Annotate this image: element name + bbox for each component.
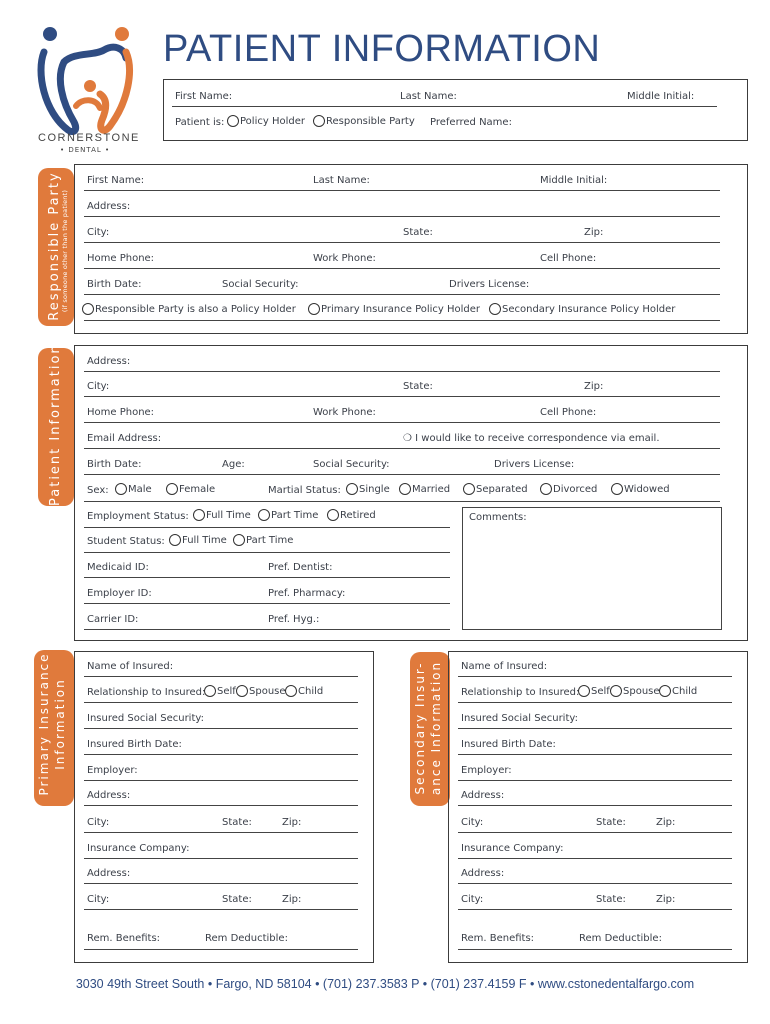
- pi-phone-line[interactable]: [84, 422, 720, 423]
- policy-holder-option[interactable]: Policy Holder: [227, 115, 305, 127]
- pi-medicaid-label: Medicaid ID:: [87, 562, 149, 573]
- radio-circle-icon[interactable]: [193, 509, 205, 521]
- secondary-name-insured-label: Name of Insured:: [461, 661, 548, 672]
- primary-relationship-self-option[interactable]: Self: [204, 685, 236, 697]
- primary-insured-ss-label: Insured Social Security:: [87, 713, 204, 724]
- primary-address2-label: Address:: [87, 868, 131, 879]
- rp-options-line: [84, 320, 720, 321]
- primary-state2-label: State:: [222, 894, 252, 905]
- responsible-party-tab-note: (if someone other than the patient): [61, 189, 69, 313]
- pi-marital-label: Martial Status:: [268, 485, 341, 496]
- primary-city2-label: City:: [87, 894, 110, 905]
- radio-circle-icon[interactable]: [489, 303, 501, 315]
- emp-part-time-option[interactable]: Part Time: [258, 509, 318, 521]
- pi-zip-label: Zip:: [584, 381, 604, 392]
- pi-pref-hyg-label: Pref. Hyg.:: [268, 614, 320, 625]
- secondary-relationship-self-option[interactable]: Self: [578, 685, 610, 697]
- secondary-city2-label: City:: [461, 894, 484, 905]
- secondary-state2-label: State:: [596, 894, 626, 905]
- primary-name-insured-label: Name of Insured:: [87, 661, 174, 672]
- secondary-city-label: City:: [461, 817, 484, 828]
- secondary-field-line[interactable]: [458, 909, 732, 910]
- rp-city-label: City:: [87, 227, 110, 238]
- pi-cell-phone-label: Cell Phone:: [540, 407, 597, 418]
- primary-zip-label: Zip:: [282, 817, 302, 828]
- rp-first-name-label: First Name:: [87, 175, 145, 186]
- patient-info-tab-label: Patient Information: [48, 343, 63, 506]
- rp-address-label: Address:: [87, 201, 131, 212]
- primary-field-line[interactable]: [84, 949, 358, 950]
- primary-field-line[interactable]: [84, 728, 358, 729]
- secondary-insured-bd-label: Insured Birth Date:: [461, 739, 556, 750]
- radio-circle-icon[interactable]: [578, 685, 590, 697]
- pi-student-label: Student Status:: [87, 536, 165, 547]
- rp-birth-date-label: Birth Date:: [87, 279, 142, 290]
- radio-circle-icon[interactable]: [169, 534, 181, 546]
- radio-circle-icon[interactable]: [236, 685, 248, 697]
- marital-widowed-option[interactable]: Widowed: [611, 483, 670, 495]
- secondary-ins-company-label: Insurance Company:: [461, 843, 564, 854]
- pi-age-label: Age:: [222, 459, 245, 470]
- primary-relationship-spouse-option[interactable]: Spouse: [236, 685, 286, 697]
- primary-field-line[interactable]: [84, 805, 358, 806]
- rp-primary-holder-option[interactable]: Primary Insurance Policy Holder: [308, 303, 480, 315]
- secondary-field-line[interactable]: [458, 780, 732, 781]
- pi-address-line[interactable]: [84, 371, 720, 372]
- pi-birth-line[interactable]: [84, 474, 720, 475]
- pi-employment-line: [84, 527, 450, 528]
- rp-last-name-label: Last Name:: [313, 175, 370, 186]
- pi-employer-id-line[interactable]: [84, 603, 450, 604]
- pi-work-phone-label: Work Phone:: [313, 407, 376, 418]
- secondary-field-line[interactable]: [458, 728, 732, 729]
- secondary-zip2-label: Zip:: [656, 894, 676, 905]
- pi-pref-pharmacy-label: Pref. Pharmacy:: [268, 588, 346, 599]
- preferred-name-label: Preferred Name:: [430, 117, 512, 128]
- primary-employer-label: Employer:: [87, 765, 138, 776]
- student-part-time-option[interactable]: Part Time: [233, 534, 293, 546]
- responsible-party-option[interactable]: Responsible Party: [313, 115, 415, 127]
- pi-pref-dentist-label: Pref. Dentist:: [268, 562, 333, 573]
- secondary-rem-deductible-label: Rem Deductible:: [579, 933, 662, 944]
- rp-birth-line[interactable]: [84, 294, 720, 295]
- primary-state-label: State:: [222, 817, 252, 828]
- secondary-field-line[interactable]: [458, 676, 732, 677]
- secondary-relationship-spouse-option[interactable]: Spouse: [610, 685, 660, 697]
- radio-circle-icon[interactable]: [204, 685, 216, 697]
- secondary-field-line[interactable]: [458, 858, 732, 859]
- rp-ssn-label: Social Security:: [222, 279, 299, 290]
- primary-field-line[interactable]: [84, 780, 358, 781]
- pi-employer-id-label: Employer ID:: [87, 588, 152, 599]
- primary-field-line[interactable]: [84, 883, 358, 884]
- primary-relationship-child-option[interactable]: Child: [285, 685, 323, 697]
- secondary-employer-label: Employer:: [461, 765, 512, 776]
- primary-rem-deductible-label: Rem Deductible:: [205, 933, 288, 944]
- pi-email-line[interactable]: [84, 448, 720, 449]
- pi-employment-label: Employment Status:: [87, 511, 189, 522]
- footer-contact: 3030 49th Street South • Fargo, ND 58104 • (701) 237.3583 P • (701) 237.4159 F • www.cstonedentalfargo.com: [75, 977, 695, 991]
- first-name-label: First Name:: [175, 91, 233, 102]
- primary-field-line[interactable]: [84, 858, 358, 859]
- pi-city-line[interactable]: [84, 396, 720, 397]
- radio-circle-icon[interactable]: [82, 303, 94, 315]
- marital-single-option[interactable]: Single: [346, 483, 390, 495]
- rp-work-phone-label: Work Phone:: [313, 253, 376, 264]
- secondary-field-line[interactable]: [458, 805, 732, 806]
- emp-full-time-option[interactable]: Full Time: [193, 509, 251, 521]
- middle-initial-label: Middle Initial:: [627, 91, 695, 102]
- secondary-rem-benefits-label: Rem. Benefits:: [461, 933, 535, 944]
- rp-address-line[interactable]: [84, 216, 720, 217]
- student-full-time-option[interactable]: Full Time: [169, 534, 227, 546]
- rp-city-line[interactable]: [84, 242, 720, 243]
- pi-medicaid-line[interactable]: [84, 577, 450, 578]
- secondary-field-line[interactable]: [458, 832, 732, 833]
- pi-birth-date-label: Birth Date:: [87, 459, 142, 470]
- primary-insurance-tab-label: Primary Insurance Information: [37, 652, 67, 796]
- pi-carrier-id-label: Carrier ID:: [87, 614, 139, 625]
- rp-middle-initial-label: Middle Initial:: [540, 175, 608, 186]
- patient-is-label: Patient is:: [175, 117, 225, 128]
- rp-phone-line[interactable]: [84, 268, 720, 269]
- page-title: PATIENT INFORMATION: [163, 28, 601, 70]
- radio-circle-icon[interactable]: [540, 483, 552, 495]
- rp-cell-phone-label: Cell Phone:: [540, 253, 597, 264]
- primary-relationship-label: Relationship to Insured:: [87, 687, 206, 698]
- pi-city-label: City:: [87, 381, 110, 392]
- pi-state-label: State:: [403, 381, 433, 392]
- radio-circle-icon[interactable]: [611, 483, 623, 495]
- primary-address-label: Address:: [87, 790, 131, 801]
- secondary-address2-label: Address:: [461, 868, 505, 879]
- radio-circle-icon[interactable]: [659, 685, 671, 697]
- rp-home-phone-label: Home Phone:: [87, 253, 155, 264]
- pi-home-phone-label: Home Phone:: [87, 407, 155, 418]
- primary-field-line: [84, 702, 358, 703]
- pi-email-opt-in-checkbox[interactable]: ❍ I would like to receive correspondence via email.: [403, 433, 660, 444]
- primary-field-line[interactable]: [84, 754, 358, 755]
- logo: [34, 22, 138, 156]
- tooth-logo-icon: [34, 22, 138, 142]
- responsible-party-tab-label: Responsible Party: [47, 171, 62, 321]
- sex-male-option[interactable]: Male: [115, 483, 152, 495]
- rp-zip-label: Zip:: [584, 227, 604, 238]
- secondary-insured-ss-label: Insured Social Security:: [461, 713, 578, 724]
- comments-box[interactable]: [462, 507, 722, 630]
- secondary-relationship-child-option[interactable]: Child: [659, 685, 697, 697]
- sex-female-option[interactable]: Female: [166, 483, 215, 495]
- radio-circle-icon[interactable]: [308, 303, 320, 315]
- pi-drivers-license-label: Drivers License:: [494, 459, 575, 470]
- secondary-insurance-tab-label: Secondary Insur- ance Information: [413, 660, 443, 796]
- secondary-state-label: State:: [596, 817, 626, 828]
- rp-secondary-holder-option[interactable]: Secondary Insurance Policy Holder: [489, 303, 675, 315]
- secondary-field-line: [458, 702, 732, 703]
- pi-sex-line: [84, 501, 720, 502]
- rp-name-line[interactable]: [84, 190, 720, 191]
- radio-circle-icon[interactable]: [285, 685, 297, 697]
- radio-circle-icon[interactable]: [610, 685, 622, 697]
- radio-circle-icon[interactable]: [346, 483, 358, 495]
- radio-circle-icon[interactable]: [399, 483, 411, 495]
- radio-circle-icon[interactable]: [227, 115, 239, 127]
- primary-insured-bd-label: Insured Birth Date:: [87, 739, 182, 750]
- logo-sub: • DENTAL •: [60, 146, 111, 154]
- rp-state-label: State:: [403, 227, 433, 238]
- primary-ins-company-label: Insurance Company:: [87, 843, 190, 854]
- marital-separated-option[interactable]: Separated: [463, 483, 528, 495]
- patient-name-section: [163, 79, 748, 141]
- primary-field-line[interactable]: [84, 909, 358, 910]
- radio-circle-icon[interactable]: [115, 483, 127, 495]
- primary-rem-benefits-label: Rem. Benefits:: [87, 933, 161, 944]
- pi-sex-label: Sex:: [87, 485, 109, 496]
- emp-retired-option[interactable]: Retired: [327, 509, 376, 521]
- radio-circle-icon[interactable]: [166, 483, 178, 495]
- logo-name: CORNERSTONE: [38, 132, 140, 144]
- secondary-field-line[interactable]: [458, 883, 732, 884]
- radio-circle-icon[interactable]: [327, 509, 339, 521]
- name-underline[interactable]: [172, 106, 717, 107]
- radio-circle-icon[interactable]: [258, 509, 270, 521]
- marital-divorced-option[interactable]: Divorced: [540, 483, 597, 495]
- pi-carrier-id-line[interactable]: [84, 629, 450, 630]
- secondary-zip-label: Zip:: [656, 817, 676, 828]
- secondary-address-label: Address:: [461, 790, 505, 801]
- pi-student-line: [84, 552, 450, 553]
- pi-comments-label: Comments:: [469, 512, 527, 523]
- radio-circle-icon[interactable]: [313, 115, 325, 127]
- rp-drivers-license-label: Drivers License:: [449, 279, 530, 290]
- pi-email-label: Email Address:: [87, 433, 162, 444]
- pi-address-label: Address:: [87, 356, 131, 367]
- primary-field-line[interactable]: [84, 676, 358, 677]
- primary-zip2-label: Zip:: [282, 894, 302, 905]
- secondary-relationship-label: Relationship to Insured:: [461, 687, 580, 698]
- radio-circle-icon[interactable]: [463, 483, 475, 495]
- secondary-field-line[interactable]: [458, 754, 732, 755]
- primary-city-label: City:: [87, 817, 110, 828]
- pi-ssn-label: Social Security:: [313, 459, 390, 470]
- last-name-label: Last Name:: [400, 91, 457, 102]
- radio-circle-icon[interactable]: [233, 534, 245, 546]
- marital-married-option[interactable]: Married: [399, 483, 450, 495]
- primary-field-line[interactable]: [84, 832, 358, 833]
- rp-also-policy-holder-option[interactable]: Responsible Party is also a Policy Holder: [82, 303, 296, 315]
- secondary-field-line[interactable]: [458, 949, 732, 950]
